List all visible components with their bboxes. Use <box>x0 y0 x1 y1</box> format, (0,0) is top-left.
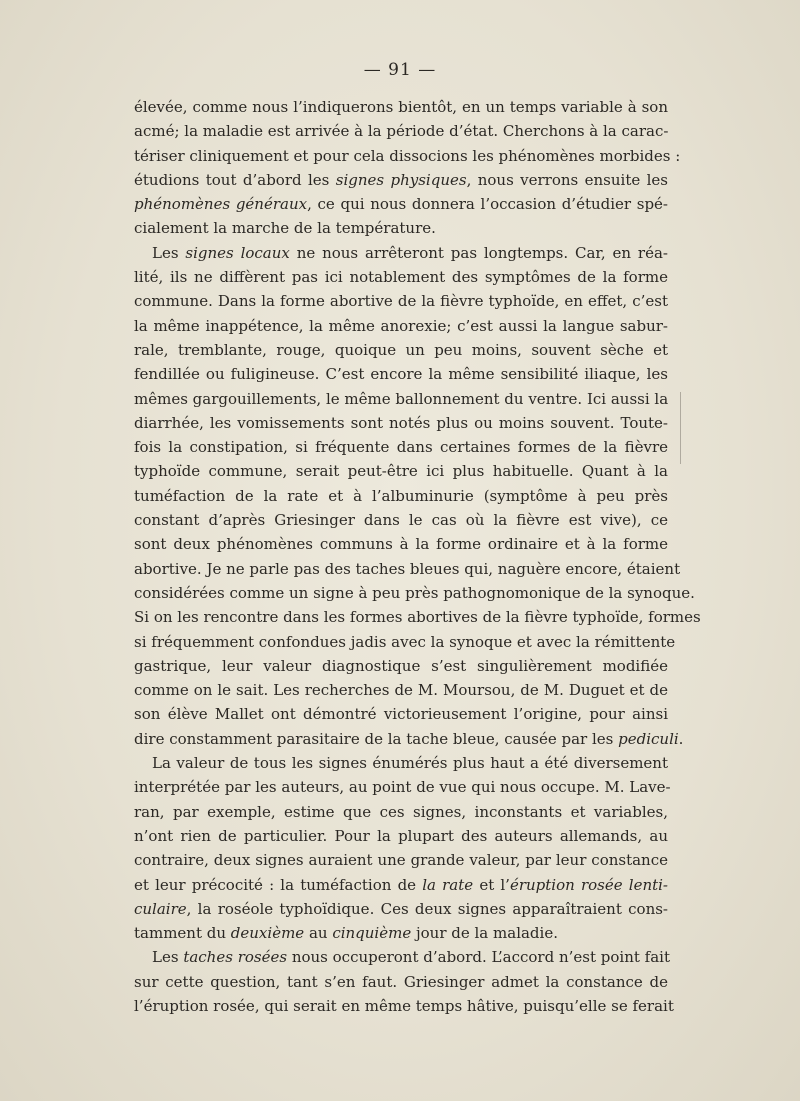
margin-mark <box>680 392 683 464</box>
text-line <box>134 484 668 508</box>
body-text <box>134 95 701 1018</box>
text-line <box>134 289 668 313</box>
text-line <box>134 95 668 119</box>
text-line <box>134 411 668 435</box>
italic-text: signes physiques <box>335 170 467 189</box>
text-segment: dire constamment parasitaire de la tache bleue, causée par les <box>134 729 619 748</box>
text-segment: Si on les rencontre dans les formes abortives de la fièvre typhoïde, formes <box>134 608 701 627</box>
text-line <box>134 630 676 654</box>
text-segment: cialement la marche de la température. <box>134 219 436 238</box>
text-line <box>134 897 668 921</box>
text-line <box>134 654 668 678</box>
text-segment: mêmes gargouillements, le même ballonnement du ventre. Ici aussi la <box>134 389 669 408</box>
text-segment: gastrique, leur valeur diagnostique s’est singulièrement modifiée <box>134 656 668 675</box>
text-segment: n’ont rien de particulier. Pour la plupart des auteurs allemands, au <box>134 826 668 845</box>
text-segment: élevée, comme nous l’indiquerons bientôt, en un temps variable à son <box>134 98 668 116</box>
text-segment: tuméfaction de la rate et à l’albuminurie (symptôme à peu près <box>134 486 668 505</box>
italic-text: la rate <box>422 875 474 894</box>
text-line <box>134 945 668 969</box>
text-line <box>134 557 681 581</box>
text-line <box>134 970 668 994</box>
text-segment: rale, tremblante, rouge, quoique un peu moins, souvent sèche et <box>134 340 668 359</box>
text-segment: , la roséole typhoïdique. Ces deux signes apparaîtraient cons- <box>186 899 668 918</box>
text-segment: . <box>678 729 684 748</box>
text-segment: acmé; la maladie est arrivée à la période d’état. Cherchons à la carac- <box>134 122 669 141</box>
text-segment: étudions tout d’abord les <box>134 170 336 189</box>
text-line <box>134 581 695 605</box>
text-line <box>134 848 668 872</box>
text-segment: si fréquemment confondues jadis avec la synoque et avec la rémittente <box>134 632 676 651</box>
text-segment: ne nous arrêteront pas longtemps. Car, en réa- <box>289 243 668 262</box>
text-line <box>134 605 701 629</box>
text-segment: fois la constipation, si fréquente dans certaines formes de la fièvre <box>134 438 668 457</box>
text-line <box>134 873 668 897</box>
text-segment: fendillée ou fuligineuse. C’est encore la même sensibilité iliaque, les <box>134 365 668 384</box>
text-segment: tamment du <box>134 924 231 943</box>
text-line <box>134 119 668 143</box>
text-segment: interprétée par les auteurs, au point de vue qui nous occupe. M. Lave- <box>134 778 671 797</box>
text-line <box>134 678 668 702</box>
text-segment: la même inappétence, la même anorexie; c’est aussi la langue sabur- <box>134 316 668 335</box>
text-segment: l’éruption rosée, qui serait en même temps hâtive, puisqu’elle se ferait <box>134 996 674 1015</box>
page-number: — 91 — <box>363 60 437 80</box>
text-line <box>134 751 668 775</box>
text-segment: et l’ <box>473 875 510 894</box>
text-line <box>134 727 684 751</box>
text-line <box>134 144 681 168</box>
text-segment: nous occuperont d’abord. L’accord n’est point fait <box>287 948 670 967</box>
text-line <box>134 459 668 483</box>
text-line <box>134 192 668 216</box>
text-line <box>134 508 668 532</box>
text-segment: commune. Dans la forme abortive de la fièvre typhoïde, en effet, c’est <box>134 292 668 311</box>
text-segment: et leur précocité : la tuméfaction de <box>134 875 423 894</box>
text-line <box>134 168 668 192</box>
text-segment: Les <box>152 948 184 967</box>
text-segment: , nous verrons ensuite les <box>466 170 668 189</box>
text-segment: abortive. Je ne parle pas des taches bleues qui, naguère encore, étaient <box>134 559 681 578</box>
text-line <box>134 702 668 726</box>
text-line <box>134 824 668 848</box>
text-segment: diarrhée, les vomissements sont notés plus ou moins souvent. Toute- <box>134 413 668 432</box>
text-segment: lité, ils ne diffèrent pas ici notablement des symptômes de la forme <box>134 268 668 287</box>
text-segment: sur cette question, tant s’en faut. Griesinger admet la constance de <box>134 972 668 991</box>
text-segment: au <box>304 924 333 943</box>
text-segment: typhoïde commune, serait peut-être ici plus habituelle. Quant à la <box>134 462 668 481</box>
italic-text: culaire <box>134 899 187 918</box>
text-segment: constant d’après Griesinger dans le cas où la fièvre est vive), ce <box>134 511 668 530</box>
text-segment: considérées comme un signe à peu près pathognomonique de la synoque. <box>134 583 695 602</box>
text-line <box>134 362 668 386</box>
text-line <box>134 921 668 945</box>
text-line <box>134 338 668 362</box>
text-segment: son élève Mallet ont démontré victorieusement l’origine, pour ainsi <box>134 705 668 724</box>
text-segment: tériser cliniquement et pour cela dissocions les phénomènes morbides : <box>134 146 681 165</box>
italic-text: pediculi <box>618 729 679 748</box>
text-line <box>134 775 671 799</box>
text-segment: , ce qui nous donnera l’occasion d’étudier spé- <box>307 195 669 214</box>
text-line <box>134 435 668 459</box>
text-segment: Les <box>152 243 186 262</box>
text-line <box>134 800 668 824</box>
text-segment: La valeur de tous les signes énumérés plus haut a été diversement <box>152 754 668 773</box>
text-segment: contraire, deux signes auraient une grande valeur, par leur constance <box>134 851 668 870</box>
text-line <box>134 994 674 1018</box>
italic-text: deuxième <box>230 924 305 943</box>
italic-text: taches rosées <box>183 948 288 967</box>
italic-text: éruption rosée lenti- <box>509 875 669 894</box>
text-line <box>134 241 668 265</box>
text-segment: sont deux phénomènes communs à la forme ordinaire et à la forme <box>134 535 668 554</box>
text-line <box>134 387 668 411</box>
text-line <box>134 216 668 240</box>
text-segment: ran, par exemple, estime que ces signes, inconstants et variables, <box>134 802 668 821</box>
text-line <box>134 265 668 289</box>
italic-text: cinquième <box>332 924 412 943</box>
text-line <box>134 532 668 556</box>
text-segment: comme on le sait. Les recherches de M. Moursou, de M. Duguet et de <box>134 681 668 700</box>
italic-text: signes locaux <box>185 243 290 262</box>
italic-text: phénomènes généraux <box>134 195 308 214</box>
text-segment: jour de la maladie. <box>411 924 558 943</box>
text-line <box>134 314 668 338</box>
